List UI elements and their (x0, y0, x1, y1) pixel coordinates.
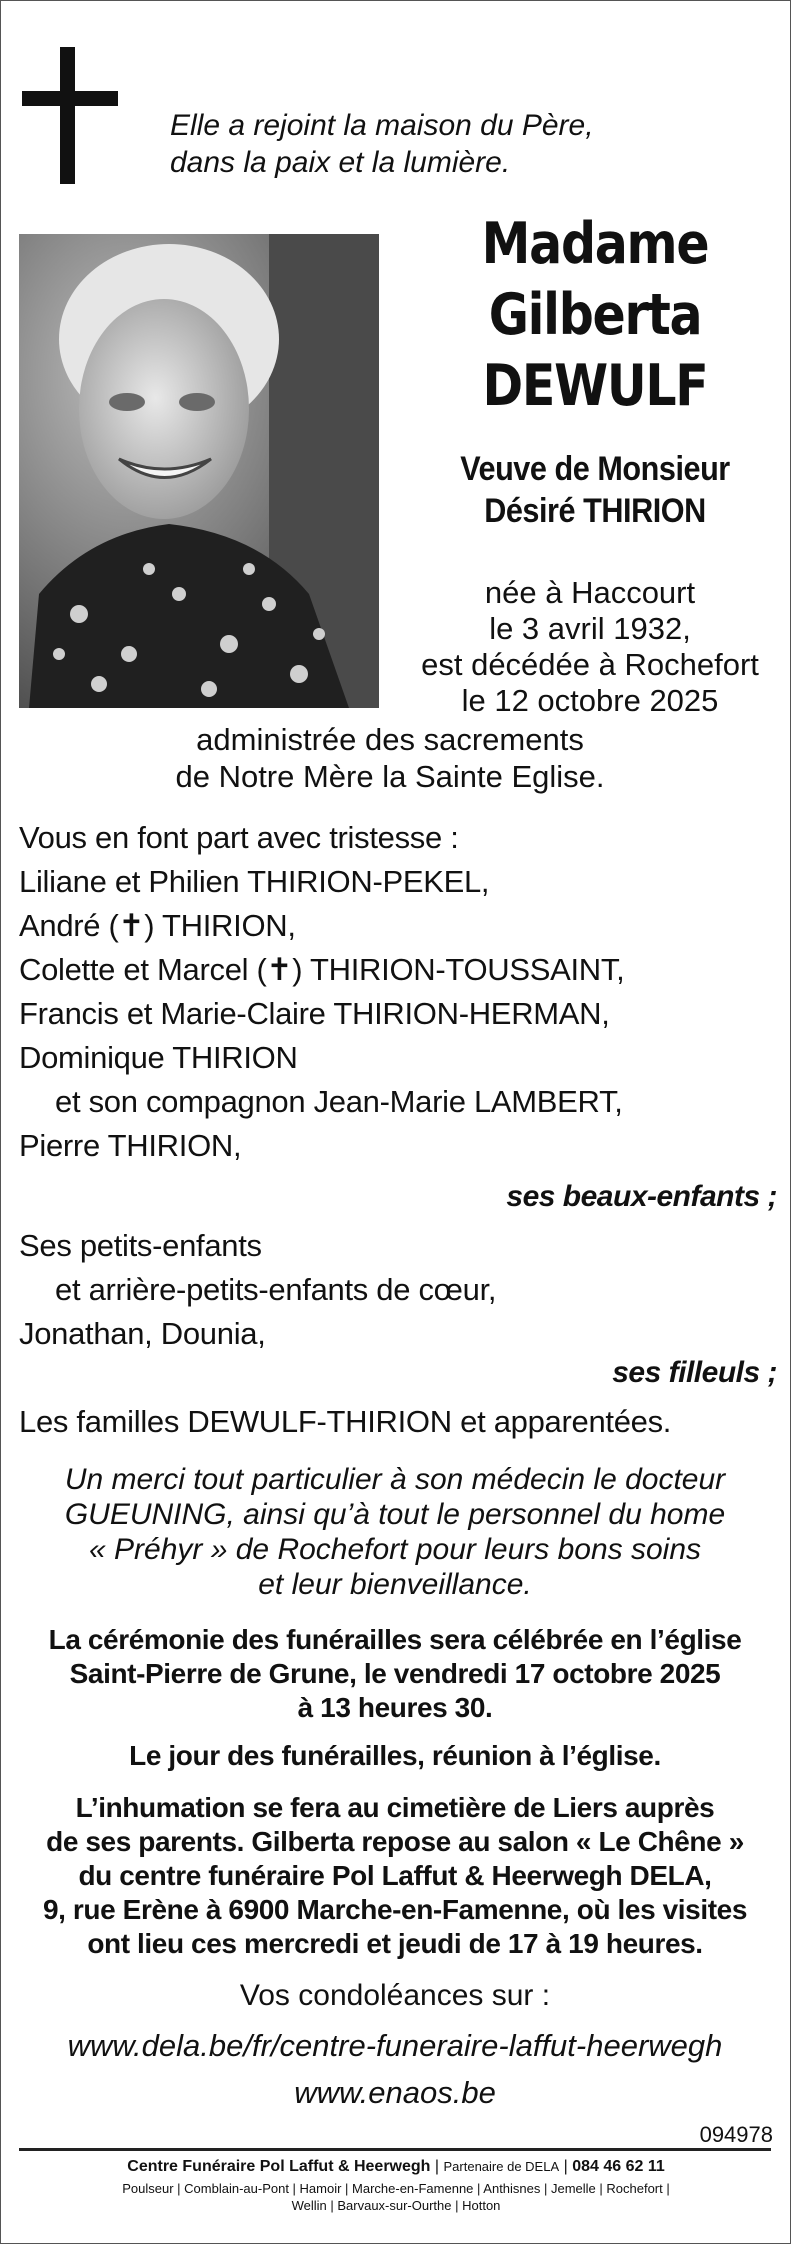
list-item: André (✝) THIRION, (19, 908, 296, 943)
death-date: le 12 octobre 2025 (461, 683, 719, 718)
opening-quote: Elle a rejoint la maison du Père, dans la paix et la lumière. (170, 109, 594, 179)
condolences-link-enaos[interactable]: www.enaos.be (294, 2075, 496, 2110)
sacraments-line-2: de Notre Mère la Sainte Eglise. (175, 759, 605, 794)
birth-place: née à Haccourt (484, 575, 696, 610)
families-line: Les familles DEWULF-THIRION et apparentées. (19, 1404, 672, 1439)
sacraments-line-1: administrée des sacrements (196, 722, 584, 757)
grandchildren-list (19, 1224, 779, 1356)
cross-icon (60, 47, 75, 184)
death-place: est décédée à Rochefort (421, 647, 759, 682)
deceased-last-name: DEWULF (482, 353, 708, 419)
godchildren-relation: ses filleuls ; (612, 1356, 777, 1389)
footer-divider (19, 2148, 771, 2151)
grandchildren-line-1: Ses petits-enfants (19, 1228, 262, 1263)
condolences-label: Vos condoléances sur : (239, 1979, 551, 2012)
godchildren-names: Jonathan, Dounia, (19, 1316, 266, 1351)
widow-line-2: Désiré THIRION (484, 492, 706, 530)
footer-company-line: Centre Funéraire Pol Laffut & Heerwegh | Partenaire de DELA | 084 46 62 11 (127, 2158, 665, 2175)
deceased-title: Madame (481, 211, 709, 277)
widow-line-1: Veuve de Monsieur (460, 450, 730, 488)
thanks-paragraph: Un merci tout particulier à son médecin le docteur GUEUNING, ainsi qu’à tout le personnel du home « Préhyr » de Rochefort pour leurs bons soins et leur bienveillance. (64, 1463, 726, 1601)
list-item: et son compagnon Jean-Marie LAMBERT, (55, 1084, 623, 1119)
footer-phone: 084 46 62 11 (572, 2158, 665, 2175)
ceremony-paragraph: La cérémonie des funérailles sera célébrée en l’église Saint-Pierre de Grune, le vendredi 17 octobre 2025 à 13 heures 30. (48, 1624, 742, 1723)
birth-date: le 3 avril 1932, (489, 611, 691, 646)
portrait-image (19, 234, 379, 708)
stepchildren-relation: ses beaux-enfants ; (506, 1180, 777, 1213)
family-list (19, 816, 779, 1168)
portrait-photo (19, 234, 379, 708)
cross-icon-bar (22, 91, 118, 106)
condolences-link-dela[interactable]: www.dela.be/fr/centre-funeraire-laffut-heerwegh (67, 2028, 723, 2063)
burial-paragraph: L’inhumation se fera au cimetière de Liers auprès de ses parents. Gilberta repose au salon « Le Chêne » du centre funéraire Pol Laffut & Heerwegh DELA, 9, rue Erène à 6900 Marche-en-Famenne, où les visites ont lieu ces mercredi et jeudi de 17 à 19 heures. (42, 1792, 747, 1959)
footer-partner: Partenaire de DELA (443, 2159, 560, 2174)
list-item: Colette et Marcel (✝) THIRION-TOUSSAINT, (19, 952, 625, 987)
reference-number: 094978 (699, 2122, 773, 2147)
grandchildren-line-2: et arrière-petits-enfants de cœur, (55, 1272, 497, 1307)
deceased-first-name: Gilberta (488, 282, 702, 348)
footer-locations: Poulseur | Comblain-au-Pont | Hamoir | Marche-en-Famenne | Anthisnes | Jemelle | Rochefort | Wellin | Barvaux-sur-Ourthe | Hotton (122, 2181, 670, 2213)
list-item: Pierre THIRION, (19, 1128, 242, 1163)
footer-company: Centre Funéraire Pol Laffut & Heerwegh (127, 2158, 431, 2175)
family-intro: Vous en font part avec tristesse : (19, 820, 459, 855)
list-item: Francis et Marie-Claire THIRION-HERMAN, (19, 996, 610, 1031)
meeting-line: Le jour des funérailles, réunion à l’église. (129, 1740, 661, 1771)
list-item: Liliane et Philien THIRION-PEKEL, (19, 864, 490, 899)
list-item: Dominique THIRION (19, 1040, 298, 1075)
